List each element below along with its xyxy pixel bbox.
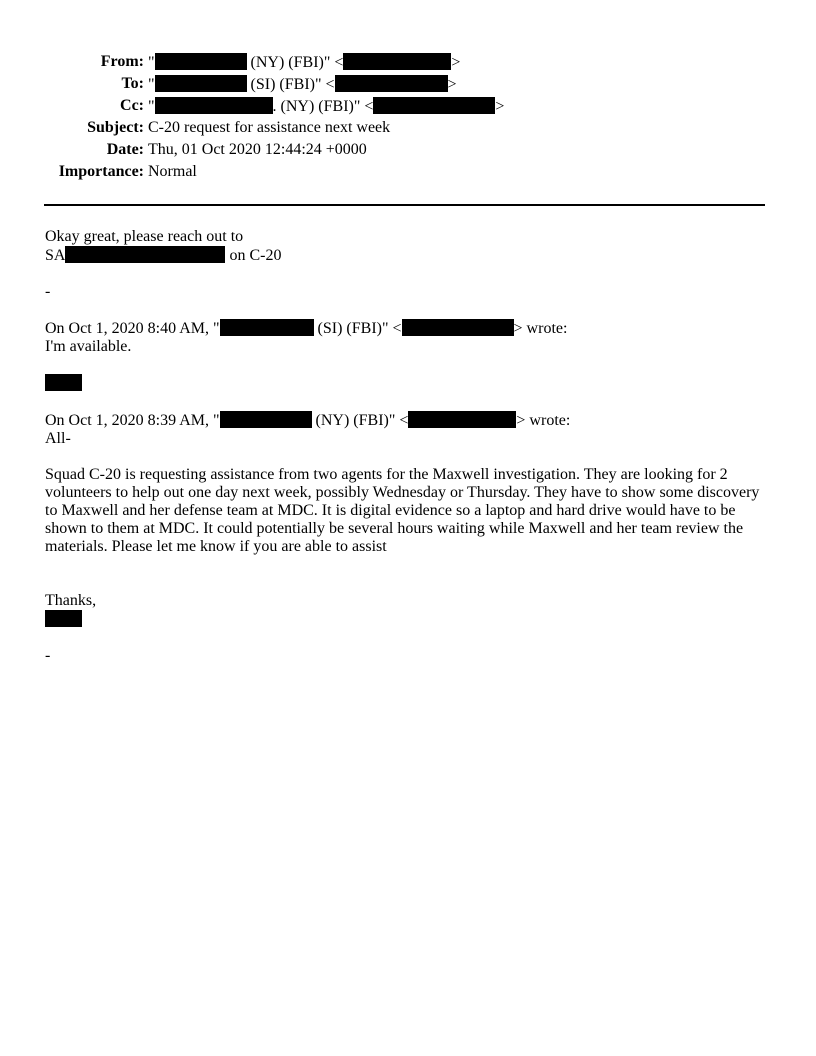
quote-text: I'm available.: [45, 338, 132, 355]
to-value: " (SI) (FBI)" < >: [148, 76, 457, 93]
subject-value: C-20 request for assistance next week: [148, 119, 391, 136]
email-body: [45, 228, 775, 665]
redaction-box: [343, 53, 451, 70]
redaction-box: [45, 610, 82, 627]
redaction-box: [155, 75, 247, 92]
from-label: From:: [100, 53, 144, 70]
date-value: Thu, 01 Oct 2020 12:44:24 +0000: [148, 141, 367, 158]
redaction-box: [220, 411, 312, 428]
reply-line: SA on C-20: [45, 247, 282, 264]
to-label: To:: [121, 75, 144, 92]
signature-line: [45, 610, 775, 629]
from-value: " (NY) (FBI)" < >: [148, 54, 461, 71]
quote-header: On Oct 1, 2020 8:40 AM, " (SI) (FBI)" < > wrote:: [45, 320, 568, 337]
redaction-box: [335, 75, 448, 92]
redaction-box: [373, 97, 495, 114]
importance-value: Normal: [148, 163, 197, 180]
redaction-box: [65, 246, 225, 263]
quote-paragraph: Squad C-20 is requesting assistance from two agents for the Maxwell investigation. They are looking for 2 volunteers to help out one day next week, possibly Wednesday or Thursday. They have to show some discovery to Maxwell and her defense team at MDC. It is digital evidence so a laptop and hard drive would have to be shown to them at MDC. It could potentially be several hours waiting while Maxwell and her team review the materials. Please let me know if you are able to assist: [45, 466, 760, 555]
redaction-box: [408, 411, 516, 428]
redaction-box: [155, 97, 273, 114]
date-label: Date:: [106, 141, 144, 158]
quote-header: On Oct 1, 2020 8:39 AM, " (NY) (FBI)" < > wrote:: [45, 412, 571, 429]
subject-label: Subject:: [87, 119, 144, 136]
separator: -: [45, 647, 51, 664]
redaction-box: [155, 53, 247, 70]
quote-greeting: All-: [45, 430, 71, 447]
separator: -: [45, 283, 51, 300]
signature-line: [45, 374, 775, 393]
cc-value: " . (NY) (FBI)" < >: [148, 98, 505, 115]
redaction-box: [220, 319, 314, 336]
importance-label: Importance:: [58, 163, 144, 180]
thanks-line: Thanks,: [45, 592, 97, 609]
header-divider: [44, 204, 765, 206]
cc-label: Cc:: [120, 97, 144, 114]
reply-line: Okay great, please reach out to: [45, 228, 244, 245]
redaction-box: [402, 319, 514, 336]
redaction-box: [45, 374, 82, 391]
